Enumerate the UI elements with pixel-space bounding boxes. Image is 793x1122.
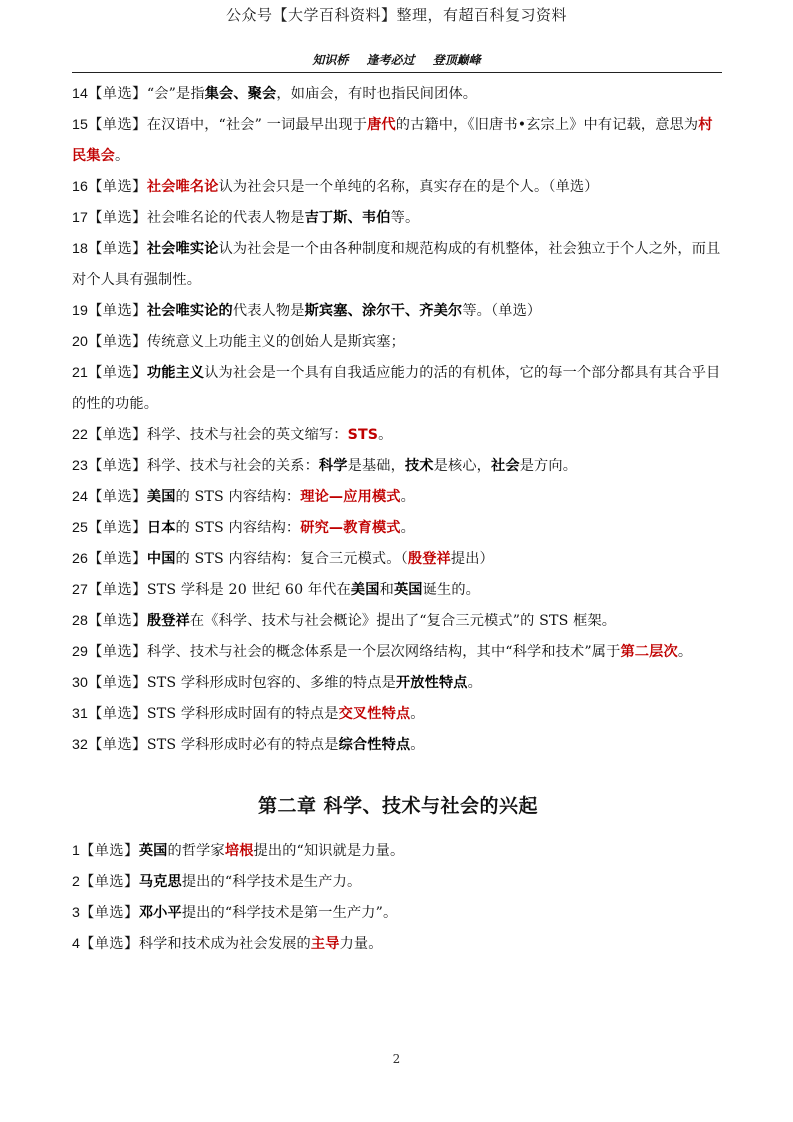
question-item — [72, 79, 724, 110]
question-text: 的古籍中，《旧唐书•玄宗上》中有记载，意思为 — [395, 117, 699, 133]
question-item — [72, 867, 724, 898]
question-item — [72, 110, 724, 172]
question-number: 30 — [72, 675, 89, 691]
question-text: 提出的“知识就是力量。 — [253, 843, 405, 859]
question-number: 15 — [72, 117, 89, 133]
question-text: 认为社会只是一个单纯的名称，真实存在的是个人。（单选） — [218, 179, 599, 195]
key-term-bold: 社会唯实论的 — [146, 303, 233, 319]
key-term-bold: 社会唯实论 — [146, 241, 219, 257]
question-number: 23 — [72, 458, 89, 474]
header-divider — [72, 72, 722, 73]
question-item — [72, 898, 724, 929]
question-number: 25 — [72, 520, 89, 536]
question-text: 是核心， — [433, 458, 492, 474]
key-answer-red: 交叉性特点 — [338, 706, 411, 722]
question-text: STS 学科是 20 世纪 60 年代在 — [146, 582, 351, 598]
question-item — [72, 203, 724, 234]
question-item — [72, 172, 724, 203]
question-text: “会”是指 — [146, 86, 205, 102]
key-term-bold: 斯宾塞、涂尔干、齐美尔 — [304, 303, 463, 319]
key-answer-red: 理论—应用模式 — [300, 489, 401, 505]
question-number: 31 — [72, 706, 89, 722]
key-term-bold: 技术 — [404, 458, 434, 474]
key-term-bold: 开放性特点 — [395, 675, 468, 691]
question-text: 认为社会是一个具有自我适应能力的活的有机体，它的每一个部分都具有其合乎目的性的功能。 — [72, 365, 721, 412]
question-number: 32 — [72, 737, 89, 753]
key-term-bold: 邓小平 — [138, 905, 182, 921]
question-type-tag: 【单选】 — [80, 843, 139, 859]
question-number: 2 — [72, 874, 81, 890]
question-text: 的 STS 内容结构： — [175, 489, 301, 505]
question-text: 提出） — [450, 551, 494, 567]
question-item — [72, 451, 724, 482]
question-number: 1 — [72, 843, 81, 859]
question-item — [72, 420, 724, 451]
question-number: 21 — [72, 365, 89, 381]
key-answer-red: STS — [347, 427, 379, 443]
question-number: 3 — [72, 905, 81, 921]
key-term-bold: 集会、聚会 — [204, 86, 277, 102]
question-item — [72, 637, 724, 668]
question-type-tag: 【单选】 — [88, 644, 147, 660]
key-term-bold: 综合性特点 — [338, 737, 411, 753]
question-text: 。 — [115, 148, 130, 164]
question-item — [72, 575, 724, 606]
key-term-bold: 日本 — [146, 520, 176, 536]
key-answer-red: 第二层次 — [620, 644, 678, 660]
question-type-tag: 【单选】 — [88, 86, 147, 102]
question-text: 的 STS 内容结构：复合三元模式。（ — [175, 551, 408, 567]
question-item — [72, 234, 724, 296]
key-term-bold: 社会 — [491, 458, 520, 474]
question-type-tag: 【单选】 — [88, 179, 147, 195]
question-type-tag: 【单选】 — [88, 117, 147, 133]
key-term-bold: 功能主义 — [146, 365, 205, 381]
question-text: 科学和技术成为社会发展的 — [138, 936, 311, 952]
question-text: 代表人物是 — [232, 303, 305, 319]
question-item — [72, 836, 724, 867]
question-text: 传统意义上功能主义的创始人是斯宾塞； — [146, 334, 405, 350]
question-type-tag: 【单选】 — [88, 427, 147, 443]
question-text: 。 — [410, 706, 425, 722]
question-text: 的哲学家 — [167, 843, 225, 859]
question-number: 20 — [72, 334, 89, 350]
question-text: 科学、技术与社会的概念体系是一个层次网络结构，其中“科学和技术”属于 — [146, 644, 621, 660]
key-answer-red: 殷登祥 — [407, 551, 451, 567]
question-text: 认为社会是一个由各种制度和规范构成的有机整体，社会独立于个人之外，而且对个人具有强制性。 — [72, 241, 721, 288]
question-text: 。 — [467, 675, 482, 691]
question-type-tag: 【单选】 — [88, 582, 147, 598]
question-type-tag: 【单选】 — [80, 874, 139, 890]
question-type-tag: 【单选】 — [88, 706, 147, 722]
question-text: 科学、技术与社会的关系： — [146, 458, 319, 474]
question-type-tag: 【单选】 — [88, 613, 147, 629]
question-number: 24 — [72, 489, 89, 505]
question-number: 14 — [72, 86, 89, 102]
question-item — [72, 929, 724, 960]
question-text: STS 学科形成时必有的特点是 — [146, 737, 339, 753]
question-text: 。 — [410, 737, 425, 753]
question-text: 提出的“科学技术是生产力。 — [181, 874, 362, 890]
question-text: 诞生的。 — [422, 582, 480, 598]
question-type-tag: 【单选】 — [88, 303, 147, 319]
question-item — [72, 327, 724, 358]
question-type-tag: 【单选】 — [88, 458, 147, 474]
question-item — [72, 606, 724, 637]
question-number: 19 — [72, 303, 89, 319]
question-text: 在汉语中，“社会” 一词最早出现于 — [146, 117, 368, 133]
question-item — [72, 482, 724, 513]
question-item — [72, 668, 724, 699]
question-number: 27 — [72, 582, 89, 598]
question-type-tag: 【单选】 — [88, 520, 147, 536]
question-item — [72, 544, 724, 575]
key-term-bold: 美国 — [146, 489, 176, 505]
key-answer-red: 研究—教育模式 — [300, 520, 401, 536]
question-item — [72, 296, 724, 327]
question-type-tag: 【单选】 — [88, 675, 147, 691]
key-term-bold: 殷登祥 — [146, 613, 190, 629]
question-text: STS 学科形成时包容的、多维的特点是 — [146, 675, 396, 691]
question-type-tag: 【单选】 — [88, 241, 147, 257]
question-number: 28 — [72, 613, 89, 629]
question-text: 科学、技术与社会的英文缩写： — [146, 427, 348, 443]
question-type-tag: 【单选】 — [88, 210, 147, 226]
question-text: 。 — [378, 427, 393, 443]
question-number: 26 — [72, 551, 89, 567]
question-number: 22 — [72, 427, 89, 443]
question-text: 社会唯名论的代表人物是 — [146, 210, 305, 226]
question-list-chapter-2 — [72, 836, 724, 960]
document-header: 公众号【大学百科资料】整理，有超百科复习资料 — [225, 6, 567, 24]
key-term-bold: 吉丁斯、韦伯 — [304, 210, 391, 226]
question-item — [72, 513, 724, 544]
key-term-bold: 英国 — [138, 843, 168, 859]
key-answer-red: 培根 — [224, 843, 254, 859]
question-text: 等。 — [390, 210, 420, 226]
question-text: 是方向。 — [519, 458, 578, 474]
key-answer-red: 唐代 — [367, 117, 396, 133]
question-number: 17 — [72, 210, 89, 226]
question-text: 等。（单选） — [462, 303, 542, 319]
key-term-bold: 科学 — [318, 458, 348, 474]
question-item — [72, 730, 724, 761]
chapter-heading: 第二章 科学、技术与社会的兴起 — [257, 795, 539, 817]
question-number: 16 — [72, 179, 89, 195]
question-text: 力量。 — [339, 936, 383, 952]
question-item — [72, 358, 724, 420]
question-number: 29 — [72, 644, 89, 660]
question-text: 。 — [400, 520, 415, 536]
key-term-bold: 中国 — [146, 551, 176, 567]
question-type-tag: 【单选】 — [80, 936, 139, 952]
key-answer-red: 社会唯名论 — [146, 179, 219, 195]
question-type-tag: 【单选】 — [88, 365, 147, 381]
header-slogan: 知识桥 逢考必过 登顶巅峰 — [312, 53, 481, 67]
question-text: 。 — [400, 489, 415, 505]
question-type-tag: 【单选】 — [88, 737, 147, 753]
question-text: 的 STS 内容结构： — [175, 520, 301, 536]
key-answer-red: 主导 — [310, 936, 340, 952]
key-term-bold: 英国 — [393, 582, 423, 598]
page-number: 2 — [392, 1052, 401, 1066]
question-text: 。 — [677, 644, 693, 660]
question-type-tag: 【单选】 — [88, 551, 147, 567]
question-type-tag: 【单选】 — [80, 905, 139, 921]
question-text: STS 学科形成时固有的特点是 — [146, 706, 339, 722]
question-list-chapter-1 — [72, 79, 724, 761]
key-answer-red: 村民集会 — [72, 117, 713, 164]
question-type-tag: 【单选】 — [88, 334, 147, 350]
question-type-tag: 【单选】 — [88, 489, 147, 505]
document-body — [72, 79, 724, 960]
key-term-bold: 美国 — [350, 582, 380, 598]
question-text: 是基础， — [347, 458, 405, 474]
question-text: ，如庙会，有时也指民间团体。 — [276, 86, 478, 102]
question-number: 4 — [72, 936, 81, 952]
question-text: 在《科学、技术与社会概论》提出了“复合三元模式”的 STS 框架。 — [189, 613, 617, 629]
key-term-bold: 马克思 — [138, 874, 182, 890]
question-number: 18 — [72, 241, 89, 257]
question-item — [72, 699, 724, 730]
question-text: 提出的“科学技术是第一生产力”。 — [181, 905, 398, 921]
question-text: 和 — [379, 582, 394, 598]
